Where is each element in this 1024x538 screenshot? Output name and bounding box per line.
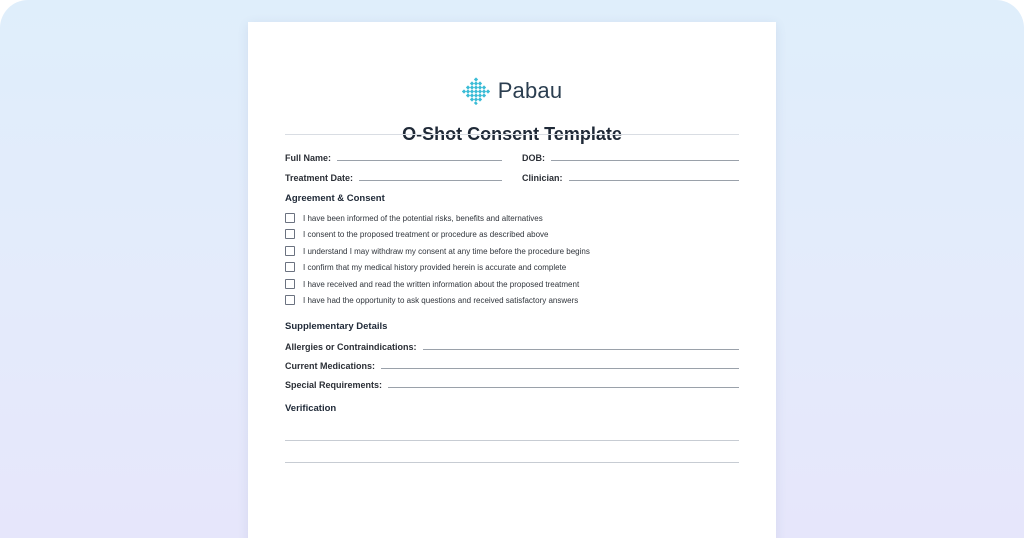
agreement-heading: Agreement & Consent xyxy=(285,193,385,204)
consent-checkbox[interactable] xyxy=(285,262,295,272)
consent-text: I have been informed of the potential risks, benefits and alternatives xyxy=(303,213,543,223)
requirements-input-line[interactable] xyxy=(388,379,739,388)
consent-item[interactable] xyxy=(285,213,543,223)
allergies-input-line[interactable] xyxy=(423,341,739,350)
verification-signature-line[interactable] xyxy=(285,440,739,441)
dob-field[interactable] xyxy=(522,152,739,163)
requirements-field[interactable] xyxy=(285,379,739,390)
consent-item[interactable] xyxy=(285,262,566,272)
clinician-input-line[interactable] xyxy=(569,172,739,181)
treatment-date-field[interactable] xyxy=(285,172,502,183)
medications-input-line[interactable] xyxy=(381,360,739,369)
consent-item[interactable] xyxy=(285,279,579,289)
brand-logo xyxy=(248,74,776,108)
consent-document xyxy=(248,22,776,538)
consent-checkbox[interactable] xyxy=(285,246,295,256)
full-name-input-line[interactable] xyxy=(337,152,502,161)
brand-name: Pabau xyxy=(497,78,563,103)
dob-label: DOB: xyxy=(522,153,545,163)
allergies-field[interactable] xyxy=(285,341,739,352)
consent-text: I have had the opportunity to ask questions and received satisfactory answers xyxy=(303,295,579,305)
document-title: O-Shot Consent Template xyxy=(402,124,622,144)
medications-label: Current Medications: xyxy=(285,361,376,371)
consent-checkbox[interactable] xyxy=(285,279,295,289)
supplementary-heading: Supplementary Details xyxy=(285,321,388,332)
treatment-date-input-line[interactable] xyxy=(359,172,502,181)
title-divider xyxy=(285,134,739,135)
allergies-label: Allergies or Contraindications: xyxy=(285,342,417,352)
clinician-label: Clinician: xyxy=(522,173,563,183)
consent-text: I consent to the proposed treatment or procedure as described above xyxy=(303,229,549,239)
consent-checkbox[interactable] xyxy=(285,229,295,239)
consent-checkbox[interactable] xyxy=(285,213,295,223)
diamond-dots-icon xyxy=(462,77,490,105)
clinician-field[interactable] xyxy=(522,172,739,183)
consent-checkbox[interactable] xyxy=(285,295,295,305)
verification-heading: Verification xyxy=(285,403,337,414)
consent-item[interactable] xyxy=(285,295,578,305)
verification-date-line[interactable] xyxy=(285,462,739,463)
requirements-label: Special Requirements: xyxy=(285,380,383,390)
treatment-date-label: Treatment Date: xyxy=(285,173,354,183)
dob-input-line[interactable] xyxy=(551,152,739,161)
full-name-label: Full Name: xyxy=(285,153,332,163)
full-name-field[interactable] xyxy=(285,152,502,163)
consent-text: I have received and read the written information about the proposed treatment xyxy=(303,279,580,289)
consent-item[interactable] xyxy=(285,246,590,256)
consent-text: I understand I may withdraw my consent at any time before the procedure begins xyxy=(303,246,590,256)
medications-field[interactable] xyxy=(285,360,739,371)
consent-text: I confirm that my medical history provided herein is accurate and complete xyxy=(303,262,567,272)
consent-item[interactable] xyxy=(285,229,548,239)
